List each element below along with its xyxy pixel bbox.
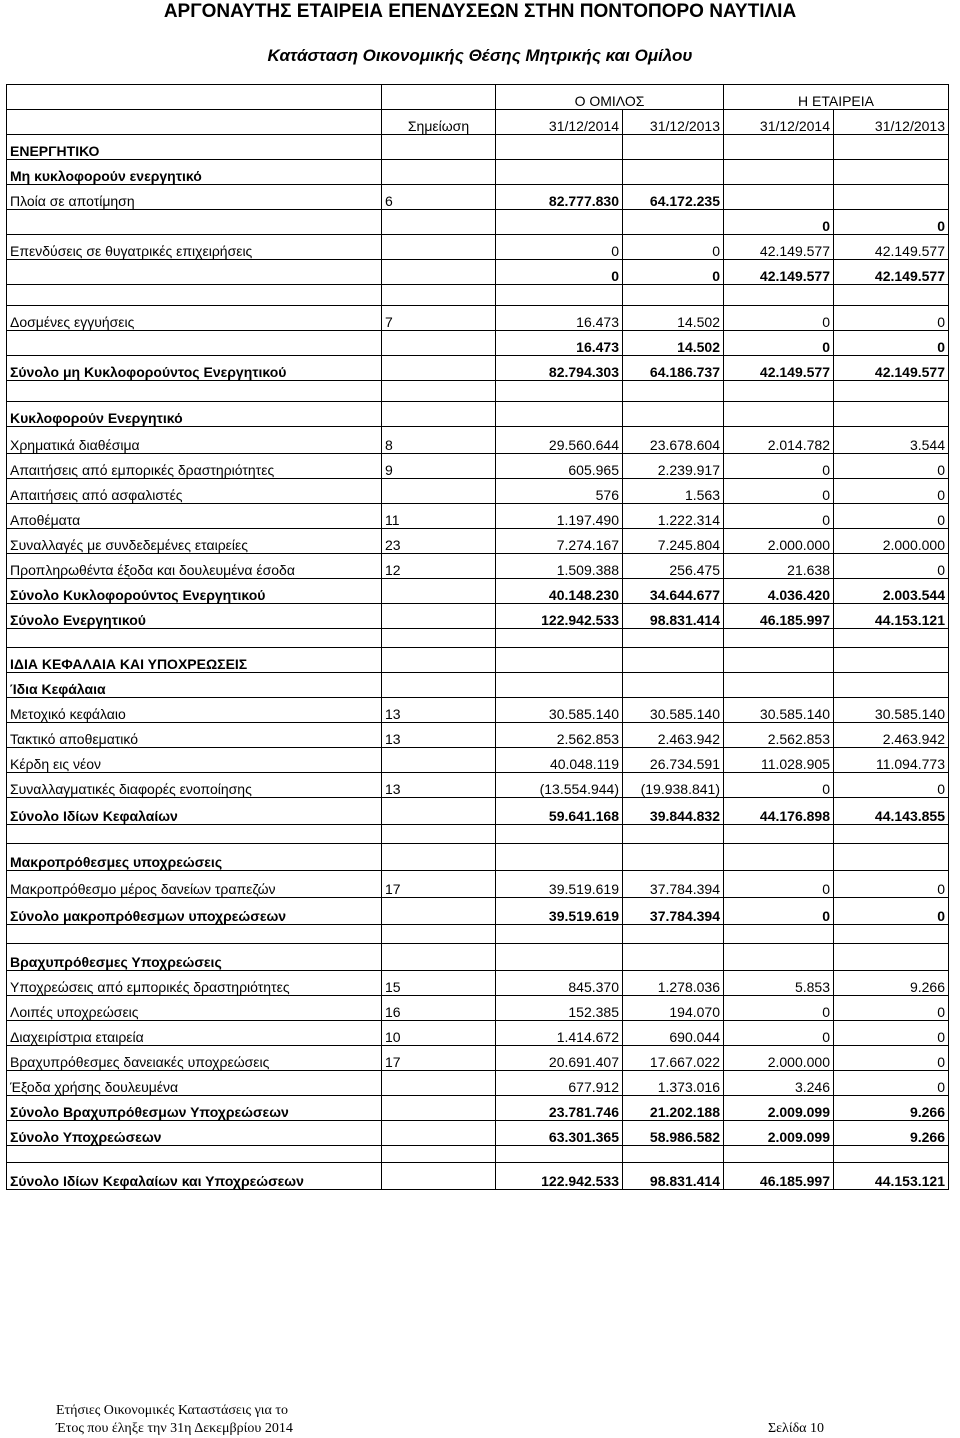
table-row [7,773,949,798]
cell-value: 3.544 [834,427,949,454]
cell-value: 0 [834,479,949,504]
row-label: Σύνολο Κυκλοφορούντος Ενεργητικού [7,579,382,604]
cell-value: 0 [834,454,949,479]
cell-value: 122.942.533 [496,1163,623,1190]
cell-value: 42.149.577 [724,260,834,285]
cell-value: 21.202.188 [623,1096,724,1121]
cell-value: 42.149.577 [834,235,949,260]
row-label: Λοιπές υποχρεώσεις [7,996,382,1021]
cell-value: 845.370 [496,971,623,996]
row-note: 10 [382,1021,496,1046]
section-row [7,160,949,185]
cell-value: 0 [724,210,834,235]
cell-value: 0 [834,898,949,925]
row-label: Σύνολο Ιδίων Κεφαλαίων και Υποχρεώσεων [7,1163,382,1190]
cell-value: 30.585.140 [496,698,623,723]
row-label: Τακτικό αποθεματικό [7,723,382,748]
section-row [7,673,949,698]
cell-value: 2.239.917 [623,454,724,479]
cell-value: 2.003.544 [834,579,949,604]
table-row [7,306,949,331]
row-note [382,748,496,773]
cell-value: 98.831.414 [623,1163,724,1190]
cell-value: 0 [724,479,834,504]
section-title: Κυκλοφορούν Ενεργητικό [7,402,382,427]
row-label: Απαιτήσεις από ασφαλιστές [7,479,382,504]
row-label: Απαιτήσεις από εμπορικές δραστηριότητες [7,454,382,479]
row-label: Συναλλαγματικές διαφορές ενοποίησης [7,773,382,798]
cell-value: 2.014.782 [724,427,834,454]
cell-value: 42.149.577 [724,235,834,260]
date-header: 31/12/2014 [496,110,623,135]
table-row [7,479,949,504]
date-header: 31/12/2014 [724,110,834,135]
cell-value: 0 [834,773,949,798]
cell-value: 20.691.407 [496,1046,623,1071]
cell-value: 0 [834,504,949,529]
row-label: Σύνολο Υποχρεώσεων [7,1121,382,1146]
cell-value: 5.853 [724,971,834,996]
table-row [7,529,949,554]
cell-value: 0 [724,454,834,479]
page-number: Σελίδα 10 [768,1421,825,1436]
cell-value: 34.644.677 [623,579,724,604]
cell-value: 0 [834,331,949,356]
cell-value: 30.585.140 [623,698,724,723]
total-row [7,579,949,604]
row-label: Υποχρεώσεις από εμπορικές δραστηριότητες [7,971,382,996]
cell-value: 605.965 [496,454,623,479]
spacer-row [7,285,949,306]
row-label: Πλοία σε αποτίμηση [7,185,382,210]
section-title: ΕΝΕΡΓΗΤΙΚΟ [7,135,382,160]
cell-value: 0 [724,898,834,925]
row-label: Προπληρωθέντα έξοδα και δουλευμένα έσοδα [7,554,382,579]
cell-value: 39.519.619 [496,898,623,925]
cell-value: 16.473 [496,331,623,356]
cell-value: 2.000.000 [724,1046,834,1071]
cell-value: 9.266 [834,1096,949,1121]
row-note: 11 [382,504,496,529]
cell-value: 1.278.036 [623,971,724,996]
cell-value: 40.148.230 [496,579,623,604]
cell-value: 30.585.140 [724,698,834,723]
cell-value: 58.986.582 [623,1121,724,1146]
row-note [382,479,496,504]
cell-value: 64.172.235 [623,185,724,210]
cell-value: 23.678.604 [623,427,724,454]
cell-value: 256.475 [623,554,724,579]
table-row [7,554,949,579]
cell-value: 82.777.830 [496,185,623,210]
cell-value: 42.149.577 [834,356,949,381]
row-label: Μακροπρόθεσμο μέρος δανείων τραπεζών [7,871,382,898]
cell-value: 0 [834,996,949,1021]
cell-value: 0 [834,306,949,331]
row-label: Βραχυπρόθεσμες δανειακές υποχρεώσεις [7,1046,382,1071]
cell-value: 46.185.997 [724,604,834,629]
header-group-row [7,85,949,110]
section-title: Μη κυκλοφορούν ενεργητικό [7,160,382,185]
cell-value: 82.794.303 [496,356,623,381]
cell-value: 29.560.644 [496,427,623,454]
section-title: ΙΔΙΑ ΚΕΦΑΛΑΙΑ ΚΑΙ ΥΠΟΧΡΕΩΣΕΙΣ [7,648,382,673]
company-title: ΑΡΓΟΝΑΥΤΗΣ ΕΤΑΙΡΕΙΑ ΕΠΕΝΔΥΣΕΩΝ ΣΤΗΝ ΠΟΝΤΟΠΟΡΟ ΝΑΥΤΙΛΙΑ [163,1,797,22]
cell-value: 46.185.997 [724,1163,834,1190]
total-row [7,356,949,381]
cell-value: 0 [724,871,834,898]
spacer-row [7,1146,949,1163]
row-label: Σύνολο Ιδίων Κεφαλαίων [7,798,382,825]
section-row [7,402,949,427]
spacer-row [7,381,949,402]
footer-line-2: Έτος που έληξε την 31η Δεκεμβρίου 2014 [56,1421,293,1436]
cell-value: 64.186.737 [623,356,724,381]
cell-value: 37.784.394 [623,898,724,925]
table-row [7,1046,949,1071]
row-note: 13 [382,773,496,798]
table-row [7,1021,949,1046]
table-row [7,698,949,723]
section-row [7,944,949,971]
cell-value: 40.048.119 [496,748,623,773]
cell-value: 37.784.394 [623,871,724,898]
total-row [7,1096,949,1121]
table-row [7,185,949,210]
cell-value: 4.036.420 [724,579,834,604]
cell-value: 0 [724,504,834,529]
footer-line-1: Ετήσιες Οικονομικές Καταστάσεις για το [56,1403,288,1418]
header-dates-row [7,110,949,135]
grand-total-row [7,1163,949,1190]
row-label: Δοσμένες εγγυήσεις [7,306,382,331]
cell-value: 23.781.746 [496,1096,623,1121]
note-header: Σημείωση [382,110,496,135]
cell-value: 59.641.168 [496,798,623,825]
cell-value: 576 [496,479,623,504]
cell-value: 17.667.022 [623,1046,724,1071]
table-row [7,260,949,285]
cell-value: 2.009.099 [724,1121,834,1146]
financial-position-table [6,84,949,1190]
row-note: 7 [382,306,496,331]
cell-value: 14.502 [623,331,724,356]
cell-value: 44.176.898 [724,798,834,825]
cell-value: 21.638 [724,554,834,579]
cell-value: 2.000.000 [834,529,949,554]
cell-value: 0 [834,210,949,235]
section-title: Ίδια Κεφάλαια [7,673,382,698]
cell-value: 2.000.000 [724,529,834,554]
total-row [7,1121,949,1146]
row-note: 8 [382,427,496,454]
table-row [7,871,949,898]
row-label: Επενδύσεις σε θυγατρικές επιχειρήσεις [7,235,382,260]
cell-value: 1.373.016 [623,1071,724,1096]
row-label: Σύνολο Ενεργητικού [7,604,382,629]
cell-value: 63.301.365 [496,1121,623,1146]
row-label: Κέρδη εις νέον [7,748,382,773]
row-note: 13 [382,698,496,723]
row-label: Σύνολο μακροπρόθεσμων υποχρεώσεων [7,898,382,925]
total-row [7,798,949,825]
section-row [7,648,949,673]
row-label: Χρηματικά διαθέσιμα [7,427,382,454]
row-note [382,1071,496,1096]
cell-value: 3.246 [724,1071,834,1096]
cell-value: 0 [724,306,834,331]
cell-value: 11.028.905 [724,748,834,773]
table-row [7,996,949,1021]
group-header: Ο ΟΜΙΛΟΣ [496,85,724,110]
table-row [7,504,949,529]
cell-value: 0 [724,331,834,356]
row-label: Σύνολο μη Κυκλοφορούντος Ενεργητικού [7,356,382,381]
table-row [7,1071,949,1096]
cell-value: 2.562.853 [496,723,623,748]
cell-value: 0 [724,1021,834,1046]
row-note: 15 [382,971,496,996]
row-label: Σύνολο Βραχυπρόθεσμων Υποχρεώσεων [7,1096,382,1121]
cell-value: 39.844.832 [623,798,724,825]
cell-value: 0 [496,235,623,260]
cell-value: 0 [724,996,834,1021]
table-row [7,971,949,996]
cell-value: 690.044 [623,1021,724,1046]
cell-value: 16.473 [496,306,623,331]
cell-value: 677.912 [496,1071,623,1096]
spacer-row [7,825,949,844]
cell-value: 2.562.853 [724,723,834,748]
cell-value: 0 [724,773,834,798]
row-note: 17 [382,871,496,898]
cell-value: 44.153.121 [834,604,949,629]
section-title: Βραχυπρόθεσμες Υποχρεώσεις [7,944,382,971]
cell-value: 26.734.591 [623,748,724,773]
cell-value: 9.266 [834,971,949,996]
section-title: Μακροπρόθεσμες υποχρεώσεις [7,844,382,871]
row-note: 9 [382,454,496,479]
spacer-row [7,629,949,648]
statement-title: Κατάσταση Οικονομικής Θέσης Μητρικής και Ομίλου [267,46,693,65]
table-row [7,331,949,356]
row-label: Διαχειρίστρια εταιρεία [7,1021,382,1046]
row-note: 17 [382,1046,496,1071]
table-row [7,723,949,748]
table-row [7,454,949,479]
cell-value: 9.266 [834,1121,949,1146]
table-row [7,427,949,454]
cell-value: (19.938.841) [623,773,724,798]
cell-value: 30.585.140 [834,698,949,723]
section-row [7,844,949,871]
cell-value: 11.094.773 [834,748,949,773]
spacer-row [7,925,949,944]
cell-value: 0 [496,260,623,285]
cell-value: 0 [623,235,724,260]
cell-value: 1.414.672 [496,1021,623,1046]
row-label: Έξοδα χρήσης δουλευμένα [7,1071,382,1096]
total-row [7,604,949,629]
cell-value: 42.149.577 [834,260,949,285]
cell-value: 0 [834,871,949,898]
cell-value: 44.143.855 [834,798,949,825]
cell-value: 7.245.804 [623,529,724,554]
row-note: 23 [382,529,496,554]
row-note: 6 [382,185,496,210]
cell-value: 1.509.388 [496,554,623,579]
cell-value: 0 [834,1021,949,1046]
section-row [7,135,949,160]
cell-value: 42.149.577 [724,356,834,381]
table-row [7,748,949,773]
date-header: 31/12/2013 [623,110,724,135]
row-note: 16 [382,996,496,1021]
cell-value: 0 [623,260,724,285]
cell-value: 7.274.167 [496,529,623,554]
cell-value: 1.197.490 [496,504,623,529]
cell-value: 0 [834,1071,949,1096]
cell-value: (13.554.944) [496,773,623,798]
cell-value: 122.942.533 [496,604,623,629]
cell-value: 2.463.942 [834,723,949,748]
cell-value: 98.831.414 [623,604,724,629]
row-label: Μετοχικό κεφάλαιο [7,698,382,723]
cell-value: 194.070 [623,996,724,1021]
row-note: 13 [382,723,496,748]
table-row [7,235,949,260]
row-label: Αποθέματα [7,504,382,529]
cell-value: 2.009.099 [724,1096,834,1121]
cell-value: 0 [834,1046,949,1071]
cell-value: 14.502 [623,306,724,331]
company-header: Η ΕΤΑΙΡΕΙΑ [724,85,949,110]
total-row [7,898,949,925]
cell-value: 44.153.121 [834,1163,949,1190]
table-row [7,210,949,235]
cell-value: 39.519.619 [496,871,623,898]
cell-value: 2.463.942 [623,723,724,748]
cell-value: 1.563 [623,479,724,504]
row-note: 12 [382,554,496,579]
row-label: Συναλλαγές με συνδεδεμένες εταιρείες [7,529,382,554]
date-header: 31/12/2013 [834,110,949,135]
cell-value: 152.385 [496,996,623,1021]
cell-value: 0 [834,554,949,579]
cell-value: 1.222.314 [623,504,724,529]
